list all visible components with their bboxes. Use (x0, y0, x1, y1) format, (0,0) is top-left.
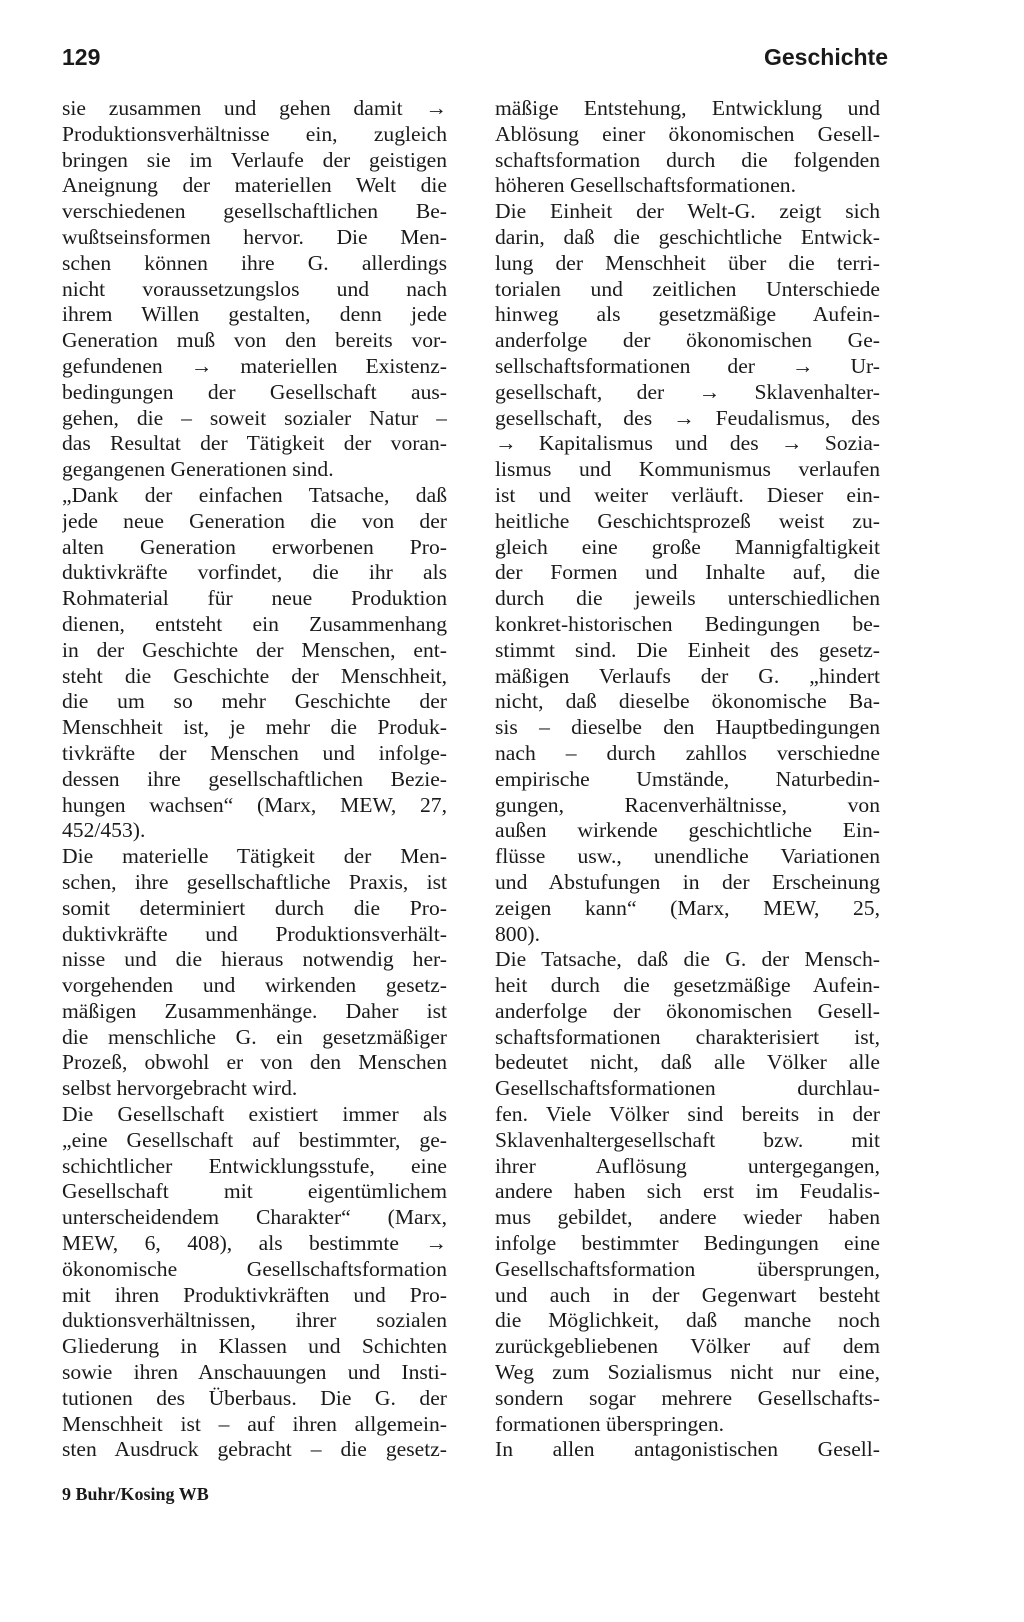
text-line: lung der Menschheit über die terri- (495, 250, 880, 275)
text-line: durch die jeweils unterschiedlichen (495, 586, 880, 611)
text-line: Menschheit ist – auf ihren allgemein- (62, 1411, 447, 1436)
text-line: nicht, daß dieselbe ökonomische Ba- (495, 689, 880, 714)
text-line: Sklavenhaltergesellschaft bzw. mit (495, 1127, 880, 1152)
text-line: alten Generation erworbenen Pro- (62, 534, 447, 559)
text-line: Die Einheit der Welt-G. zeigt sich (495, 199, 880, 224)
text-line: tivkräfte der Menschen und infolge- (62, 740, 447, 765)
text-line: andere haben sich erst im Feudalis- (495, 1179, 880, 1204)
text-line: Ablösung einer ökonomischen Gesell- (495, 121, 880, 146)
printer-signature: 9 Buhr/Kosing WB (62, 1484, 209, 1504)
text-line: jede neue Generation die von der (62, 508, 447, 533)
text-line: formationen überspringen. (495, 1411, 725, 1436)
text-line: Gesellschaftsformation übersprungen, (495, 1256, 880, 1281)
text-line: selbst hervorgebracht wird. (62, 1076, 298, 1101)
page-number: 129 (62, 44, 101, 70)
text-line: Die materielle Tätigkeit der Men- (62, 844, 447, 869)
text-line: die menschliche G. ein gesetzmäßiger (62, 1024, 447, 1049)
text-line: gefundenen → materiellen Existenz- (62, 353, 447, 378)
text-line: mäßigen Verlaufs der G. „hindert (495, 663, 880, 688)
text-line: stimmt sind. Die Einheit des gesetz- (495, 637, 880, 662)
text-line: nisse und die hieraus notwendig her- (62, 947, 447, 972)
text-line: duktivkräfte und Produktionsverhält- (62, 921, 447, 946)
text-line: mus gebildet, andere wieder haben (495, 1205, 880, 1230)
text-line: unterscheidendem Charakter“ (Marx, (62, 1205, 447, 1230)
text-line: ökonomische Gesellschaftsformation (62, 1256, 447, 1281)
text-line: torialen und zeitlichen Unterschiede (495, 276, 880, 301)
text-line: sis – dieselbe den Hauptbedingungen (495, 715, 880, 740)
text-line: gegangenen Generationen sind. (62, 457, 334, 482)
text-line: tutionen des Überbaus. Die G. der (62, 1385, 447, 1410)
text-line: MEW, 6, 408), als bestimmte → (62, 1231, 447, 1256)
text-line: „eine Gesellschaft auf bestimmter, ge- (62, 1127, 447, 1152)
text-line: wußtseinsformen hervor. Die Men- (62, 224, 447, 249)
text-line: die um so mehr Geschichte der (62, 689, 447, 714)
text-line: die Möglichkeit, daß manche noch (495, 1308, 880, 1333)
right-text-column (495, 96, 880, 1463)
text-line: 452/453). (62, 818, 146, 843)
text-line: schaftsformation durch die folgenden (495, 147, 880, 172)
text-line: infolge bestimmter Bedingungen eine (495, 1231, 880, 1256)
text-line: sie zusammen und gehen damit → (62, 96, 447, 120)
running-title: Geschichte (764, 44, 888, 70)
text-line: „Dank der einfachen Tatsache, daß (62, 482, 447, 507)
text-line: 800). (495, 921, 540, 946)
text-line: darin, daß die geschichtliche Entwick- (495, 224, 880, 249)
text-line: bringen sie im Verlaufe der geistigen (62, 147, 447, 172)
text-line: Die Tatsache, daß die G. der Mensch- (495, 947, 880, 972)
text-line: schichtlicher Entwicklungsstufe, eine (62, 1153, 447, 1178)
text-line: und auch in der Gegenwart besteht (495, 1282, 880, 1307)
text-line: anderfolge der ökonomischen Ge- (495, 328, 880, 353)
text-line: bedingungen der Gesellschaft aus- (62, 379, 447, 404)
text-line: In allen antagonistischen Gesell- (495, 1437, 880, 1462)
text-line: gleich eine große Mannigfaltigkeit (495, 534, 880, 559)
text-line: ihrem Willen gestalten, denn jede (62, 302, 447, 327)
text-line: sondern sogar mehrere Gesellschafts- (495, 1385, 880, 1410)
text-line: das Resultat der Tätigkeit der voran- (62, 431, 447, 456)
text-line: gehen, die – soweit sozialer Natur – (62, 405, 447, 430)
text-line: Prozeß, obwohl er von den Menschen (62, 1050, 447, 1075)
text-line: nicht voraussetzungslos und nach (62, 276, 447, 301)
text-line: dienen, entsteht ein Zusammenhang (62, 611, 447, 636)
text-line: höheren Gesellschaftsformationen. (495, 173, 797, 198)
text-line: außen wirkende geschichtliche Ein- (495, 818, 880, 843)
text-line: Rohmaterial für neue Produktion (62, 586, 447, 611)
text-line: gesellschaft, des → Feudalismus, des (495, 405, 880, 430)
text-line: steht die Geschichte der Menschheit, (62, 663, 447, 688)
text-line: hungen wachsen“ (Marx, MEW, 27, (62, 792, 447, 817)
text-line: sellschaftsformationen der → Ur- (495, 353, 880, 378)
text-line: dessen ihre gesellschaftlichen Bezie- (62, 766, 447, 791)
text-line: empirische Umstände, Naturbedin- (495, 766, 880, 791)
text-line: mäßigen Zusammenhänge. Daher ist (62, 998, 447, 1023)
text-line: bedeutet nicht, daß alle Völker alle (495, 1050, 880, 1075)
text-line: nach – durch zahllos verschiedne (495, 740, 880, 765)
text-line: schen, ihre gesellschaftliche Praxis, ist (62, 869, 447, 894)
text-line: lismus und Kommunismus verlaufen (495, 457, 880, 482)
text-line: somit determiniert durch die Pro- (62, 895, 447, 920)
text-line: sten Ausdruck gebracht – die gesetz- (62, 1437, 447, 1462)
text-line: flüsse usw., unendliche Variationen (495, 844, 880, 869)
text-line: anderfolge der ökonomischen Gesell- (495, 998, 880, 1023)
text-line: schen können ihre G. allerdings (62, 250, 447, 275)
left-text-column (62, 96, 447, 1463)
text-line: heitliche Geschichtsprozeß weist zu- (495, 508, 880, 533)
text-line: zurückgebliebenen Völker auf dem (495, 1334, 880, 1359)
text-line: mäßige Entstehung, Entwicklung und (495, 96, 880, 120)
text-line: Die Gesellschaft existiert immer als (62, 1102, 447, 1127)
text-line: mit ihren Produktivkräften und Pro- (62, 1282, 447, 1307)
text-line: duktivkräfte vorfindet, die ihr als (62, 560, 447, 585)
text-line: hinweg als gesetzmäßige Aufein- (495, 302, 880, 327)
text-line: sowie ihren Anschauungen und Insti- (62, 1360, 447, 1385)
text-line: Weg zum Sozialismus nicht nur eine, (495, 1360, 880, 1385)
text-line: Aneignung der materiellen Welt die (62, 173, 447, 198)
text-line: in der Geschichte der Menschen, ent- (62, 637, 447, 662)
text-line: Menschheit ist, je mehr die Produk- (62, 715, 447, 740)
text-line: ist und weiter verläuft. Dieser ein- (495, 482, 880, 507)
text-line: Gesellschaftsformationen durchlau- (495, 1076, 880, 1101)
text-line: Gesellschaft mit eigentümlichem (62, 1179, 447, 1204)
text-line: und Abstufungen in der Erscheinung (495, 869, 880, 894)
text-line: duktionsverhältnissen, ihrer sozialen (62, 1308, 447, 1333)
text-line: konkret-historischen Bedingungen be- (495, 611, 880, 636)
text-line: der Formen und Inhalte auf, die (495, 560, 880, 585)
text-line: gungen, Racenverhältnisse, von (495, 792, 880, 817)
text-line: Generation muß von den bereits vor- (62, 328, 447, 353)
text-line: schaftsformationen charakterisiert ist, (495, 1024, 880, 1049)
text-line: heit durch die gesetzmäßige Aufein- (495, 973, 880, 998)
text-line: verschiedenen gesellschaftlichen Be- (62, 199, 447, 224)
text-line: gesellschaft, der → Sklavenhalter- (495, 379, 880, 404)
text-line: → Kapitalismus und des → Sozia- (495, 431, 880, 456)
text-line: zeigen kann“ (Marx, MEW, 25, (495, 895, 880, 920)
text-line: Gliederung in Klassen und Schichten (62, 1334, 447, 1359)
text-line: fen. Viele Völker sind bereits in der (495, 1102, 880, 1127)
text-line: ihrer Auflösung untergegangen, (495, 1153, 880, 1178)
text-line: vorgehenden und wirkenden gesetz- (62, 973, 447, 998)
text-line: Produktionsverhältnisse ein, zugleich (62, 121, 447, 146)
